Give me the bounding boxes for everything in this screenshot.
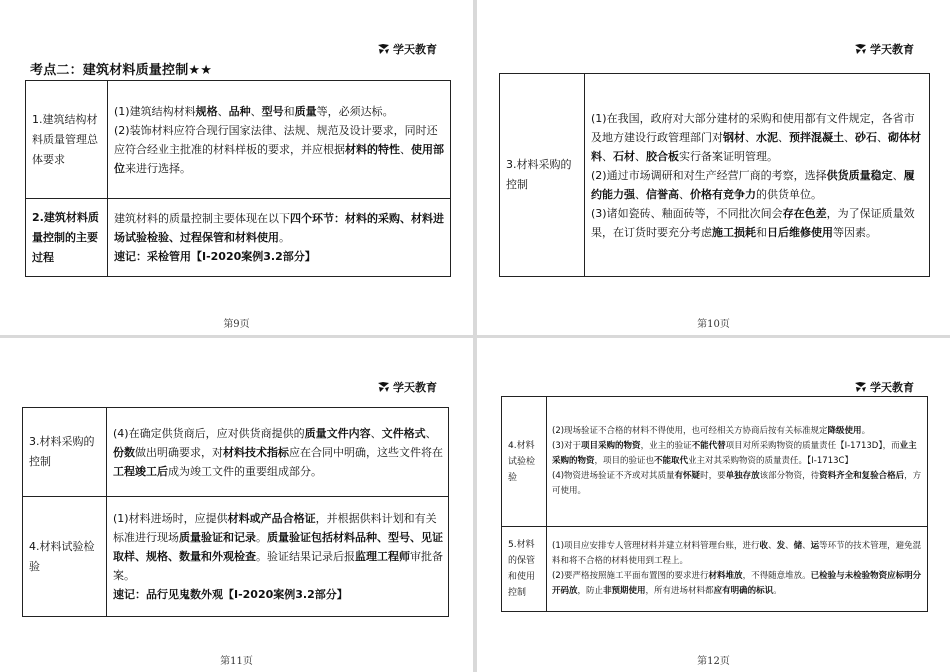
paragraph: (2)装饰材料应符合现行国家法律、法规、规范及设计要求，同时还应符合经业主批准的材料样板的要求，并应根据材料的特性、使用部位来进行选择。 <box>114 123 444 175</box>
paragraph: (1)材料进场时，应提供材料或产品合格证，并根据供料计划和有关标准进行现场质量验证和记录。质量验证包括材料品种、型号、见证取样、规格、数量和外观检查。验证结果记录后报监理工程师审批备案。 <box>113 512 443 582</box>
xuetian-logo-icon <box>377 381 390 393</box>
section-title: 考点二：建筑材料质量控制★★ <box>30 63 213 78</box>
page-number: 第12页 <box>697 656 730 667</box>
paragraph: (4)物资进场验证不齐或对其质量有怀疑时，要单独存放该部分物资，待资料齐全和复验合格后，方可使用。 <box>552 471 922 496</box>
page-9 <box>0 0 473 335</box>
row-content <box>107 497 449 617</box>
brand-name: 学天教育 <box>870 43 914 56</box>
paragraph: (2)通过市场调研和对生产经营厂商的考察，选择供货质量稳定、履约能力强、信誉高、价格有竞争力的供货单位。 <box>591 168 915 201</box>
page-11 <box>0 338 473 672</box>
brand-logo <box>377 41 437 57</box>
page-12 <box>477 338 950 672</box>
row-content <box>108 81 451 199</box>
table-row <box>26 81 451 199</box>
table-row <box>23 408 449 497</box>
row-label: 5.材料的保管和使用控制 <box>502 527 547 612</box>
row-content <box>547 397 928 527</box>
xuetian-logo-icon <box>854 381 867 393</box>
table-row <box>23 497 449 617</box>
paragraph: (3)对于项目采购的物资，业主的验证不能代替项目对所采购物资的质量责任【Ⅰ-1713D】，而业主采购的物资，项目的验证也不能取代业主对其采购物资的质量责任。【Ⅰ-1713C】 <box>552 441 917 466</box>
row-label: 1.建筑结构材料质量管理总体要求 <box>26 81 108 199</box>
xuetian-logo-icon <box>377 43 390 55</box>
paragraph: (1)在我国，政府对大部分建材的采购和使用都有文件规定，各省市及地方建设行政管理部门对钢材、水泥、预拌混凝土、砂石、砌体材料、石材、胶合板实行备案证明管理。 <box>591 111 921 163</box>
page-number: 第11页 <box>220 656 253 667</box>
table-row <box>502 397 928 527</box>
brand-logo <box>377 379 437 395</box>
brand-name: 学天教育 <box>393 43 437 56</box>
page-10 <box>477 0 950 335</box>
paragraph: (2)现场验证不合格的材料不得使用，也可经相关方协商后按有关标准规定降级使用。 <box>552 426 871 436</box>
table-row <box>26 199 451 277</box>
page-number: 第10页 <box>697 319 730 330</box>
row-label: 3.材料采购的控制 <box>500 74 585 277</box>
content-table <box>22 407 449 617</box>
row-label: 4.材料试验检验 <box>23 497 107 617</box>
paragraph: (1)项目应安排专人管理材料并建立材料管理台账，进行收、发、储、运等环节的技术管理，避免混料和将不合格的材料使用到工程上。 <box>552 541 922 566</box>
mnemonic: 速记：采检管用【Ⅰ-2020案例3.2部分】 <box>114 250 316 263</box>
row-content <box>585 74 930 277</box>
page-number: 第9页 <box>223 319 250 330</box>
content-table <box>25 80 451 277</box>
paragraph: (1)建筑结构材料规格、品种、型号和质量等，必须达标。 <box>114 104 394 118</box>
row-content <box>547 527 928 612</box>
content-table <box>501 396 928 612</box>
brand-logo <box>854 41 914 57</box>
table-row <box>502 527 928 612</box>
row-label: 4.材料试验检验 <box>502 397 547 527</box>
paragraph: (4)在确定供货商后，应对供货商提供的质量文件内容、文件格式、份数做出明确要求，对材料技术指标应在合同中明确，这些文件将在工程竣工后成为竣工文件的重要组成部分。 <box>113 426 443 478</box>
brand-name: 学天教育 <box>870 381 914 394</box>
paragraph: 建筑材料的质量控制主要体现在以下四个环节：材料的采购、材料进场试验检验、过程保管和材料使用。 <box>114 212 444 244</box>
brand-logo <box>854 379 914 395</box>
row-label: 3.材料采购的控制 <box>23 408 107 497</box>
content-table <box>499 73 930 277</box>
paragraph: (3)诸如瓷砖、釉面砖等，不同批次间会存在色差，为了保证质量效果，在订货时要充分考虑施工损耗和日后维修使用等因素。 <box>591 206 915 239</box>
row-content <box>108 199 451 277</box>
row-content <box>107 408 449 497</box>
table-row <box>500 74 930 277</box>
xuetian-logo-icon <box>854 43 867 55</box>
row-label: 2.建筑材料质量控制的主要过程 <box>26 199 108 277</box>
paragraph: (2)要严格按照施工平面布置图的要求进行材料堆放，不得随意堆放。已检验与未检验物资应标明分开码放，防止非预期使用，所有进场材料都应有明确的标识。 <box>552 571 922 596</box>
brand-name: 学天教育 <box>393 381 437 394</box>
mnemonic: 速记：品行见鬼数外观【Ⅰ-2020案例3.2部分】 <box>113 588 348 601</box>
